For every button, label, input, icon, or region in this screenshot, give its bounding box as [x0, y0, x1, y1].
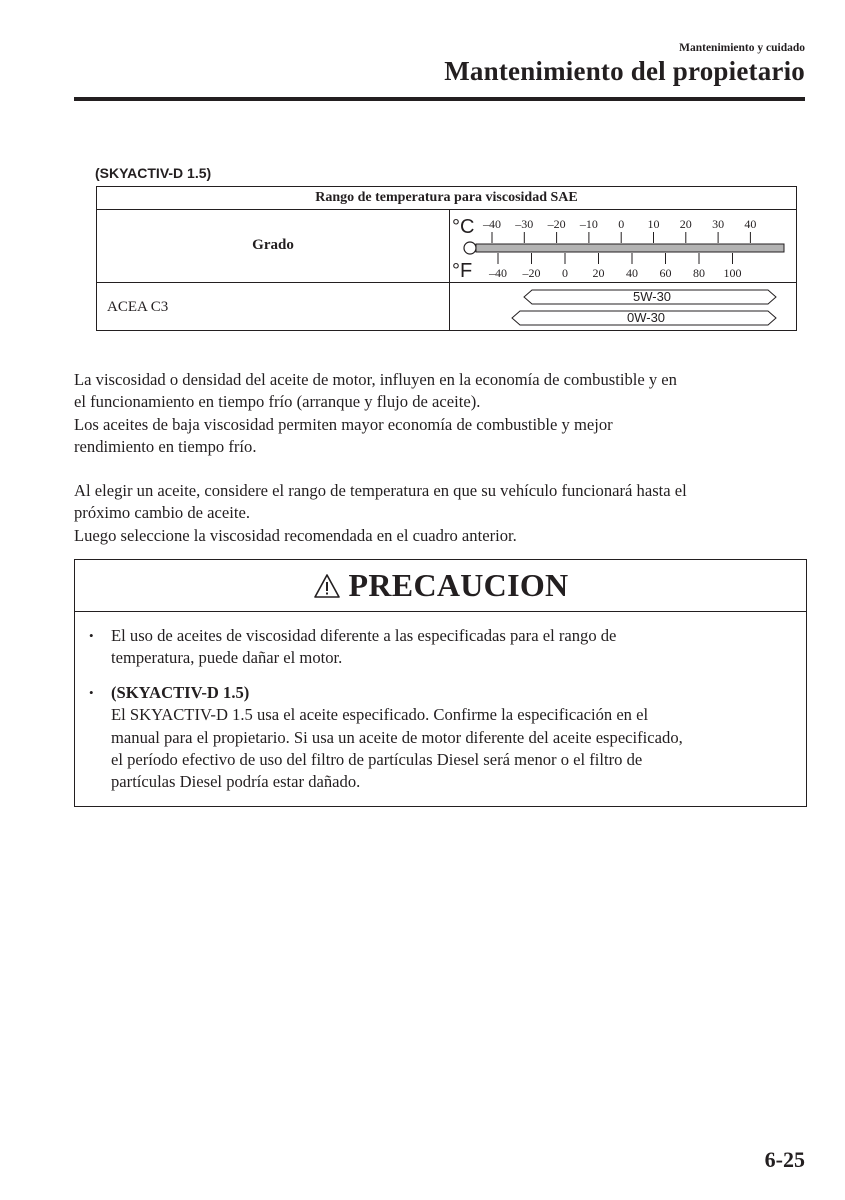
- text-line: rendimiento en tiempo frío.: [74, 436, 257, 456]
- fahrenheit-tick-label: 80: [693, 266, 705, 280]
- thermometer-scale: [450, 210, 796, 282]
- acea-label: ACEA C3: [107, 299, 169, 315]
- grade-label-5w30: 5W-30: [632, 289, 672, 304]
- celsius-tick-label: –10: [579, 217, 598, 231]
- celsius-ticks: [482, 217, 756, 243]
- celsius-tick-label: –40: [483, 217, 501, 231]
- text-line: El uso de aceites de viscosidad diferente a las especificadas para el rango de: [111, 626, 617, 645]
- caution-header: [75, 560, 806, 612]
- viscosity-bars: [450, 283, 796, 331]
- page-title: Mantenimiento del propietario: [444, 56, 805, 86]
- celsius-tick-label: 10: [647, 217, 660, 231]
- paragraph-selection: [74, 480, 814, 547]
- fahrenheit-ticks: [488, 253, 742, 280]
- celsius-tick-label: –20: [547, 217, 566, 231]
- spec-label: (SKYACTIV-D 1.5): [95, 165, 212, 181]
- viscosity-table-title: Rango de temperatura para viscosidad SAE: [97, 187, 796, 210]
- grade-label: Grado: [252, 237, 294, 253]
- celsius-tick-label: 30: [712, 217, 725, 231]
- fahrenheit-tick-label: 0: [562, 266, 568, 280]
- celsius-tick-label: 20: [679, 217, 692, 231]
- text-line: próximo cambio de aceite.: [74, 503, 251, 523]
- viscosity-table: [96, 186, 797, 331]
- fahrenheit-unit: °F: [452, 260, 473, 282]
- grade-label-0w30: 0W-30: [626, 310, 666, 325]
- celsius-unit: °C: [452, 216, 475, 238]
- header-rule: [74, 97, 805, 101]
- header-section: Mantenimiento y cuidado: [679, 42, 805, 54]
- caution-bullet-1: [89, 625, 789, 670]
- fahrenheit-tick-label: 60: [659, 266, 672, 280]
- text-line: Luego seleccione la viscosidad recomendada en el cuadro anterior.: [74, 525, 517, 545]
- text-line: La viscosidad o densidad del aceite de motor, influyen en la economía de combustible y en: [74, 370, 677, 389]
- text-line: manual para el propietario. Si usa un aceite de motor diferente del aceite especificado,: [111, 727, 683, 747]
- fahrenheit-tick-label: 40: [626, 266, 638, 280]
- text-line: partículas Diesel podría estar dañado.: [111, 772, 361, 792]
- caution-bullet-2: [89, 682, 789, 793]
- fahrenheit-tick-label: –20: [522, 266, 541, 280]
- warning-icon: [313, 573, 341, 599]
- page-number: 6-25: [764, 1147, 805, 1172]
- thermometer-tube: [476, 244, 784, 252]
- fahrenheit-tick-label: 100: [723, 266, 742, 280]
- text-line: Al elegir un aceite, considere el rango de temperatura en que su vehículo funcionará hasta el: [74, 481, 687, 500]
- text-line: El SKYACTIV-D 1.5 usa el aceite especificado. Confirme la especificación en el: [111, 705, 649, 725]
- bullet-dot: •: [89, 628, 94, 643]
- fahrenheit-tick-label: –40: [489, 266, 507, 280]
- fahrenheit-tick-label: 20: [592, 266, 605, 280]
- text-line: Los aceites de baja viscosidad permiten mayor economía de combustible y mejor: [74, 414, 613, 434]
- caution-title: PRECAUCION: [348, 567, 569, 603]
- bullet-heading: (SKYACTIV-D 1.5): [111, 683, 250, 702]
- caution-box: [74, 559, 807, 807]
- text-line: temperatura, puede dañar el motor.: [111, 648, 343, 668]
- celsius-tick-label: –30: [515, 217, 534, 231]
- bullet-dot: •: [89, 685, 94, 700]
- celsius-tick-label: 40: [744, 217, 757, 231]
- paragraph-viscosity: [74, 369, 814, 458]
- text-line: el período efectivo de uso del filtro de partículas Diesel será menor o el filtro de: [111, 749, 643, 769]
- text-line: el funcionamiento en tiempo frío (arranque y flujo de aceite).: [74, 392, 481, 412]
- thermometer-bulb: [464, 242, 476, 254]
- celsius-tick-label: 0: [618, 217, 625, 231]
